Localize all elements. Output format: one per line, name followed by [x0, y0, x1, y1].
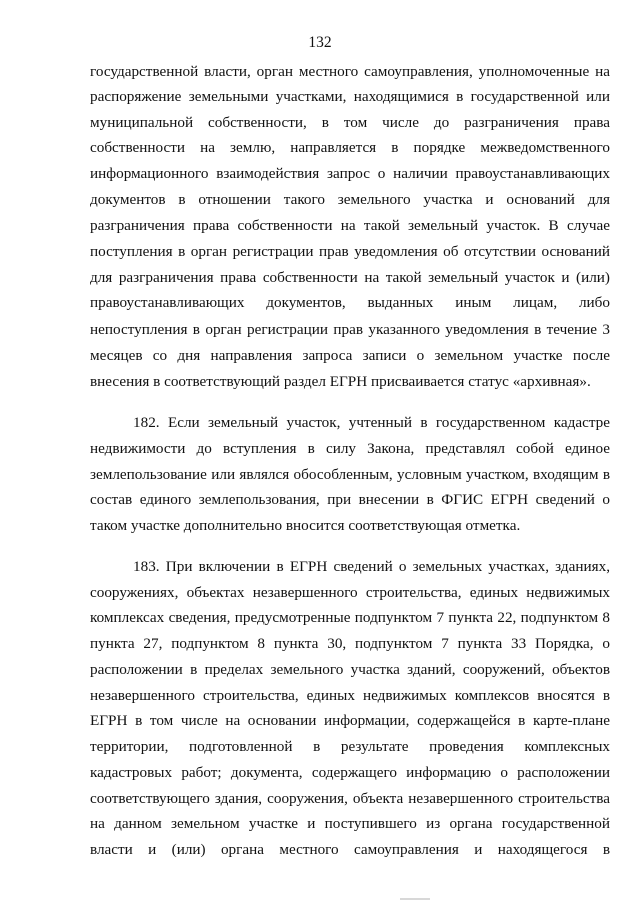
text-line: непоступления в орган регистрации прав указанного уведомления в течение 3	[90, 321, 610, 338]
text-line: ЕГРН в том числе на основании информации, содержащейся в карте-плане	[90, 712, 610, 729]
text-line: расположении в пределах земельного участка зданий, сооружений, объектов	[90, 661, 610, 678]
text-line: месяцев со дня направления запроса записи о земельном участке после	[90, 347, 610, 364]
text-line: комплексах сведения, предусмотренные подпунктом 7 пункта 22, подпунктом 8	[90, 609, 610, 626]
text-line: разграничения права собственности на такой земельный участок. В случае	[90, 217, 610, 234]
text-line: недвижимости до вступления в силу Закона, представлял собой единое	[90, 440, 610, 457]
paragraph-182-first-line: 182. Если земельный участок, учтенный в государственном кадастре	[133, 414, 610, 431]
text-line: таком участке дополнительно вносится соответствующая отметка.	[90, 517, 521, 534]
text-line: землепользование или являлся обособленным, условным участком, входящим в	[90, 466, 610, 483]
text-line: собственности на землю, направляется в порядке межведомственного	[90, 139, 610, 156]
text-line: информационного взаимодействия запрос о наличии правоустанавливающих	[90, 165, 610, 182]
text-line: на данном земельном участке и поступившего из органа государственной	[90, 815, 610, 832]
scan-artifact	[400, 898, 430, 900]
text-line: правоустанавливающих документов, выданных иным лицам, либо	[90, 294, 610, 311]
text-line: государственной власти, орган местного самоуправления, уполномоченные на	[90, 63, 610, 80]
text-line: власти и (или) органа местного самоуправления и находящегося в	[90, 841, 610, 858]
text-line: документов в отношении такого земельного участка и оснований для	[90, 191, 610, 208]
text-line: муниципальной собственности, в том числе до разграничения права	[90, 114, 610, 131]
text-line: соответствующего здания, сооружения, объекта незавершенного строительства	[90, 790, 610, 807]
text-line: для разграничения права собственности на такой земельный участок и (или)	[90, 269, 610, 286]
text-line: территории, подготовленной в результате проведения комплексных	[90, 738, 610, 755]
paragraph-183-first-line: 183. При включении в ЕГРН сведений о земельных участках, зданиях,	[133, 558, 610, 575]
text-line: сооружениях, объектах незавершенного строительства, единых недвижимых	[90, 584, 610, 601]
text-line: поступления в орган регистрации прав уведомления об отсутствии оснований	[90, 243, 610, 260]
text-line: кадастровых работ; документа, содержащего информацию о расположении	[90, 764, 610, 781]
text-line: состав единого землепользования, при внесении в ФГИС ЕГРН сведений о	[90, 491, 610, 508]
page-number: 132	[308, 34, 332, 51]
text-line: незавершенного строительства, единых недвижимых комплексов вносятся в	[90, 687, 610, 704]
text-line: пункта 27, подпунктом 8 пункта 30, подпунктом 7 пункта 33 Порядка, о	[90, 635, 610, 652]
text-line: распоряжение земельными участками, находящимися в государственной или	[90, 88, 610, 105]
text-line: внесения в соответствующий раздел ЕГРН присваивается статус «архивная».	[90, 373, 591, 390]
